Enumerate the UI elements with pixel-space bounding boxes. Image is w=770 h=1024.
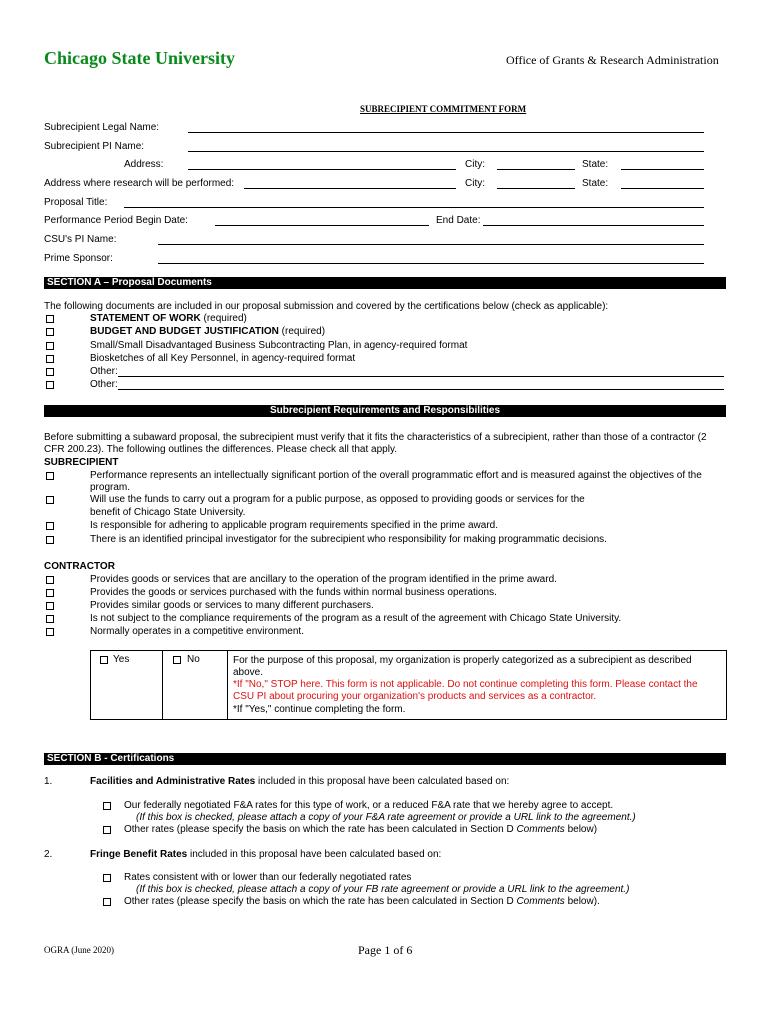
checkbox-fb-negotiated[interactable] [103, 874, 111, 882]
sub-item-3: Is responsible for adhering to applicable program requirements specified in the prime award. [90, 520, 498, 531]
csu-pi-label: CSU's PI Name: [44, 234, 117, 245]
yes-checkbox[interactable] [100, 656, 108, 664]
section-a-header [44, 277, 726, 289]
no-checkbox[interactable] [173, 656, 181, 664]
doc-item-4: Biosketches of all Key Personnel, in agency-required format [90, 353, 356, 364]
checkbox-other-2[interactable] [46, 381, 54, 389]
item-1-text: Facilities and Administrative Rates included in this proposal have been calculated based on: [90, 776, 510, 787]
checkbox-other-1[interactable] [46, 368, 54, 376]
state2-field[interactable] [621, 188, 704, 189]
fb-note: (If this box is checked, please attach a copy of your FB rate agreement or provide a URL link to the agreement.) [136, 884, 630, 895]
prime-sponsor-label: Prime Sponsor: [44, 253, 113, 264]
table-divider-2 [227, 650, 228, 720]
con-item-3: Provides similar goods or services to many different purchasers. [90, 600, 374, 611]
city-field[interactable] [497, 169, 575, 170]
doc-item-6: Other: [90, 379, 118, 390]
fa-note: (If this box is checked, please attach a copy of your F&A rate agreement or provide a URL link to the agreement.) [136, 812, 636, 823]
table-divider-1 [162, 650, 163, 720]
checkbox-sub-3[interactable] [46, 522, 54, 530]
checkbox-con-2[interactable] [46, 589, 54, 597]
subrecipient-heading: SUBRECIPIENT [44, 457, 119, 468]
no-note-2: CSU PI about procuring your organization's products and services as a contractor. [233, 691, 597, 702]
proposal-title-field[interactable] [124, 207, 704, 208]
fa-other-text: Other rates (please specify the basis on which the rate has been calculated in Section D Comments below) [124, 824, 598, 835]
section-b-title: SECTION B - Certifications [47, 753, 175, 764]
contractor-heading: CONTRACTOR [44, 561, 115, 572]
checkbox-con-5[interactable] [46, 628, 54, 636]
purpose-text-1: For the purpose of this proposal, my organization is properly categorized as a subrecipient as described [233, 655, 692, 666]
item-1-number: 1. [44, 776, 53, 787]
checkbox-con-1[interactable] [46, 576, 54, 584]
city2-label: City: [465, 178, 485, 189]
period-begin-label: Performance Period Begin Date: [44, 215, 188, 226]
pi-name-label: Subrecipient PI Name: [44, 141, 145, 152]
no-label: No [187, 654, 200, 665]
sub-item-1-cont: program. [90, 482, 131, 493]
checkbox-sub-1[interactable] [46, 472, 54, 480]
doc-item-5: Other: [90, 366, 118, 377]
other-2-field[interactable] [118, 389, 724, 390]
legal-name-field[interactable] [188, 132, 704, 133]
sub-item-1: Performance represents an intellectually significant portion of the overall programmatic effort and is measured against the objectives of the [90, 470, 702, 481]
requirements-intro-1: Before submitting a subaward proposal, the subrecipient must verify that it fits the characteristics of a subrecipient, rather than those of a contractor (2 [44, 432, 707, 443]
page-number: Page 1 of 6 [358, 943, 413, 957]
sub-item-2: Will use the funds to carry out a program for a public purpose, as opposed to providing goods or services for the [90, 494, 585, 505]
checkbox-fa-other[interactable] [103, 826, 111, 834]
item-2-text: Fringe Benefit Rates included in this proposal have been calculated based on: [90, 849, 442, 860]
checkbox-fa-negotiated[interactable] [103, 802, 111, 810]
doc-item-3: Small/Small Disadvantaged Business Subcontracting Plan, in agency-required format [90, 340, 468, 351]
requirements-title: Subrecipient Requirements and Responsibilities [269, 405, 501, 416]
pi-name-field[interactable] [188, 151, 704, 152]
address-label: Address: [124, 159, 164, 170]
legal-name-label: Subrecipient Legal Name: [44, 122, 160, 133]
section-a-intro: The following documents are included in our proposal submission and covered by the certifications below (check as applicable): [44, 301, 609, 312]
checkbox-sub-2[interactable] [46, 496, 54, 504]
form-title: SUBRECIPIENT COMMITMENT FORM [360, 104, 527, 114]
doc-item-1: STATEMENT OF WORK (required) [90, 313, 247, 324]
city2-field[interactable] [497, 188, 575, 189]
state-field[interactable] [621, 169, 704, 170]
state-label: State: [582, 159, 609, 170]
sub-item-2-cont: benefit of Chicago State University. [90, 507, 246, 518]
prime-sponsor-field[interactable] [158, 263, 704, 264]
fb-negotiated-text: Rates consistent with or lower than our federally negotiated rates [124, 872, 412, 883]
checkbox-sub-4[interactable] [46, 536, 54, 544]
office-name: Office of Grants & Research Administration [506, 53, 719, 67]
research-address-field[interactable] [244, 188, 456, 189]
university-name: Chicago State University [44, 48, 235, 68]
state2-label: State: [582, 178, 609, 189]
address-field[interactable] [188, 169, 456, 170]
yes-note: *If "Yes," continue completing the form. [233, 704, 406, 715]
end-date-field[interactable] [483, 225, 704, 226]
no-note-1: *If "No," STOP here. This form is not applicable. Do not continue completing this form. Please contact the [233, 679, 698, 690]
form-id: OGRA (June 2020) [44, 945, 114, 955]
proposal-title-label: Proposal Title: [44, 197, 108, 208]
csu-pi-field[interactable] [158, 244, 704, 245]
sub-item-4: There is an identified principal investigator for the subrecipient who responsibility for making programmatic decisions. [90, 534, 607, 545]
con-item-1: Provides goods or services that are ancillary to the operation of the program identified in the prime award. [90, 574, 557, 585]
checkbox-con-4[interactable] [46, 615, 54, 623]
fb-other-text: Other rates (please specify the basis on which the rate has been calculated in Section D Comments below). [124, 896, 600, 907]
period-begin-field[interactable] [215, 225, 429, 226]
checkbox-con-3[interactable] [46, 602, 54, 610]
checkbox-budget[interactable] [46, 328, 54, 336]
end-date-label: End Date: [436, 215, 481, 226]
purpose-text-2: above. [233, 667, 264, 678]
doc-item-2: BUDGET AND BUDGET JUSTIFICATION (required) [90, 326, 326, 337]
fa-negotiated-text: Our federally negotiated F&A rates for this type of work, or a reduced F&A rate that we hereby agree to accept. [124, 800, 614, 811]
con-item-4: Is not subject to the compliance requirements of the program as a result of the agreement with Chicago State University. [90, 613, 622, 624]
other-1-field[interactable] [118, 376, 724, 377]
yes-label: Yes [113, 654, 130, 665]
checkbox-statement-of-work[interactable] [46, 315, 54, 323]
research-address-label: Address where research will be performed: [44, 178, 235, 189]
checkbox-biosketches[interactable] [46, 355, 54, 363]
city-label: City: [465, 159, 485, 170]
checkbox-subcontracting-plan[interactable] [46, 342, 54, 350]
item-2-number: 2. [44, 849, 53, 860]
con-item-5: Normally operates in a competitive environment. [90, 626, 304, 637]
checkbox-fb-other[interactable] [103, 898, 111, 906]
con-item-2: Provides the goods or services purchased with the funds within normal business operations. [90, 587, 497, 598]
section-b-header [44, 753, 726, 765]
requirements-intro-2: CFR 200.23). The following outlines the differences. Please check all that apply. [44, 444, 397, 455]
requirements-header [44, 405, 726, 417]
section-a-title: SECTION A – Proposal Documents [47, 277, 212, 288]
